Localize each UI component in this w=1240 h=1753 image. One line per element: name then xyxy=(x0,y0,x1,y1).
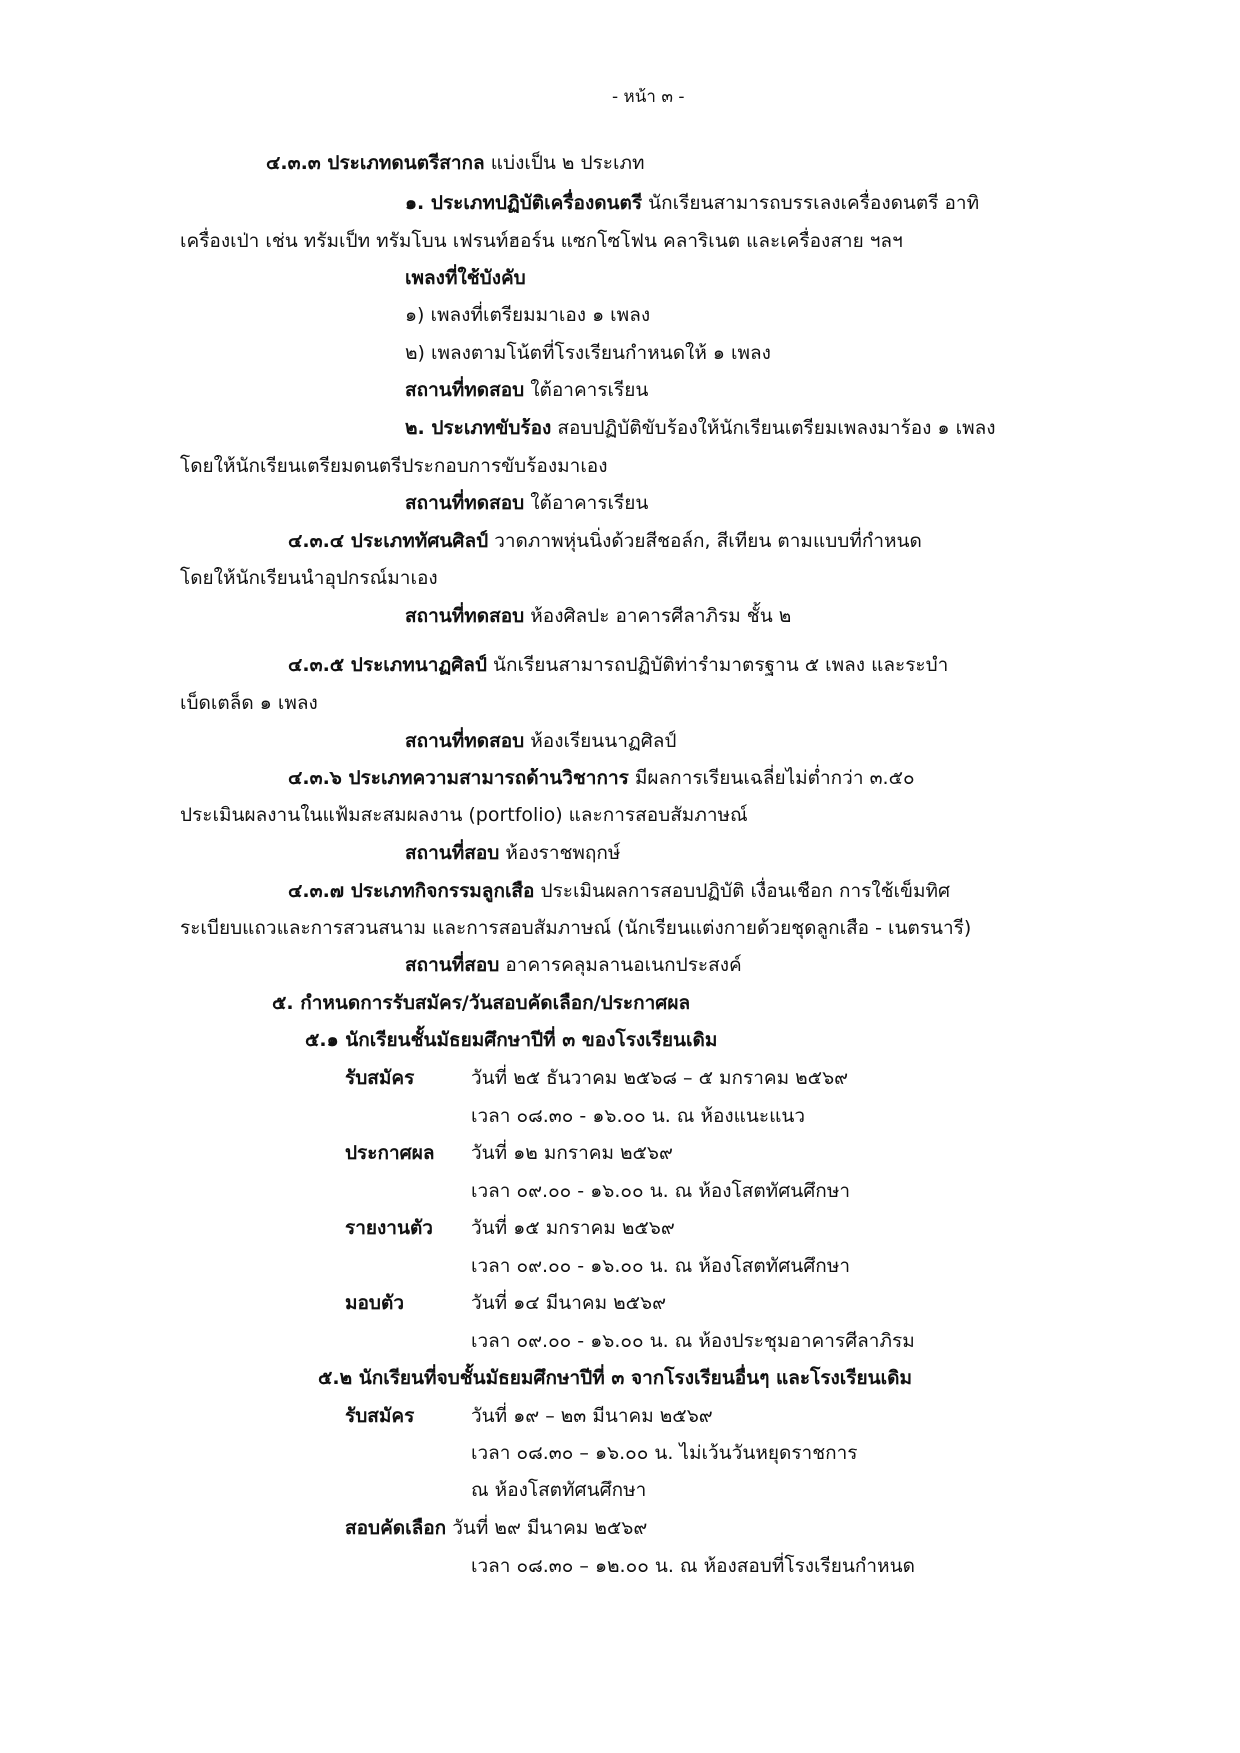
section-4-3-4-heading xyxy=(288,528,922,554)
venue-line xyxy=(405,603,791,629)
schedule-row-enroll xyxy=(345,1290,666,1316)
paragraph-continuation: เบ็ดเตล็ด ๑ เพลง xyxy=(180,692,318,714)
schedule-label: รับสมัคร xyxy=(345,1405,415,1427)
schedule-row-apply xyxy=(345,1403,713,1429)
venue-label: สถานที่สอบ xyxy=(405,954,500,976)
schedule-row-announce xyxy=(345,1140,673,1166)
schedule-time: เวลา ๐๘.๓๐ - ๑๖.๐๐ น. ณ ห้องแนะแนว xyxy=(471,1105,806,1127)
section-text: วาดภาพหุ่นนิ่งด้วยสีชอล์ก, สีเทียน ตามแบบที่กำหนด xyxy=(488,530,922,552)
paragraph-continuation: โดยให้นักเรียนเตรียมดนตรีประกอบการขับร้องมาเอง xyxy=(180,455,608,477)
venue-label: สถานที่ทดสอบ xyxy=(405,730,525,752)
song-item-2: ๒) เพลงตามโน้ตที่โรงเรียนกำหนดให้ ๑ เพลง xyxy=(405,342,771,364)
paragraph-continuation: เครื่องเป่า เช่น ทรัมเป็ท ทรัมโบน เฟรนท์ฮอร์น แซกโซโฟน คลาริเนต และเครื่องสาย ฯลฯ xyxy=(180,230,903,252)
schedule-date: วันที่ ๑๕ มกราคม ๒๕๖๙ xyxy=(471,1217,675,1239)
venue-label: สถานที่ทดสอบ xyxy=(405,379,525,401)
section-title: ๔.๓.๓ ประเภทดนตรีสากล xyxy=(266,152,485,174)
section-5-heading: ๕. กำหนดการรับสมัคร/วันสอบคัดเลือก/ประกาศผล xyxy=(272,992,691,1014)
venue-label: สถานที่สอบ xyxy=(405,842,500,864)
schedule-label: มอบตัว xyxy=(345,1292,405,1314)
section-title: ๔.๓.๗ ประเภทกิจกรรมลูกเสือ xyxy=(288,880,535,902)
section-4-3-5-heading xyxy=(288,652,948,678)
section-4-3-6-heading xyxy=(288,765,915,791)
schedule-row-exam xyxy=(345,1515,647,1541)
schedule-label: รายงานตัว xyxy=(345,1217,433,1239)
venue-line xyxy=(405,952,742,978)
paragraph-continuation: ประเมินผลงานในแฟ้มสะสมผลงาน (portfolio) และการสอบสัมภาษณ์ xyxy=(180,804,748,826)
paragraph-continuation: ระเบียบแถวและการสวนสนาม และการสอบสัมภาษณ์ (นักเรียนแต่งกายด้วยชุดลูกเสือ - เนตรนารี) xyxy=(180,917,972,939)
schedule-time: เวลา ๐๙.๐๐ - ๑๖.๐๐ น. ณ ห้องประชุมอาคารศีลาภิรม xyxy=(471,1330,915,1352)
section-text: ประเมินผลการสอบปฏิบัติ เงื่อนเชือก การใช้เข็มทิศ xyxy=(534,880,951,902)
venue-line xyxy=(405,728,676,754)
venue-value: ห้องศิลปะ อาคารศีลาภิรม ชั้น ๒ xyxy=(524,605,792,627)
venue-value: อาคารคลุมลานอเนกประสงค์ xyxy=(499,954,742,976)
section-title: ๔.๓.๖ ประเภทความสามารถด้านวิชาการ xyxy=(288,767,629,789)
section-4-3-7-heading xyxy=(288,878,950,904)
subsection-singing xyxy=(405,415,996,441)
schedule-label: สอบคัดเลือก xyxy=(345,1517,447,1539)
schedule-label: ประกาศผล xyxy=(345,1142,435,1164)
section-title: ๔.๓.๔ ประเภททัศนศิลป์ xyxy=(288,530,489,552)
songs-label: เพลงที่ใช้บังคับ xyxy=(405,267,526,289)
song-item-1: ๑) เพลงที่เตรียมมาเอง ๑ เพลง xyxy=(405,304,651,326)
subsection-text: นักเรียนสามารถบรรเลงเครื่องดนตรี อาทิ xyxy=(642,192,980,214)
section-text: แบ่งเป็น ๒ ประเภท xyxy=(484,152,645,174)
schedule-label: รับสมัคร xyxy=(345,1067,415,1089)
section-5-1-heading: ๕.๑ นักเรียนชั้นมัธยมศึกษาปีที่ ๓ ของโรงเรียนเดิม xyxy=(305,1029,718,1051)
subsection-title: ๒. ประเภทขับร้อง xyxy=(405,417,552,439)
schedule-date: วันที่ ๒๕ ธันวาคม ๒๕๖๘ – ๕ มกราคม ๒๕๖๙ xyxy=(471,1067,849,1089)
schedule-time: เวลา ๐๘.๓๐ – ๑๒.๐๐ น. ณ ห้องสอบที่โรงเรียนกำหนด xyxy=(471,1555,915,1577)
venue-value: ใต้อาคารเรียน xyxy=(524,492,649,514)
page-number: - หน้า ๓ - xyxy=(612,87,685,107)
venue-line xyxy=(405,840,620,866)
schedule-row-apply xyxy=(345,1065,848,1091)
section-text: นักเรียนสามารถปฏิบัติท่ารำมาตรฐาน ๕ เพลง และระบำ xyxy=(487,654,949,676)
venue-value: ใต้อาคารเรียน xyxy=(524,379,649,401)
schedule-row-report xyxy=(345,1215,675,1241)
venue-label: สถานที่ทดสอบ xyxy=(405,492,525,514)
schedule-place: ณ ห้องโสตทัศนศึกษา xyxy=(471,1479,647,1501)
paragraph-continuation: โดยให้นักเรียนนำอุปกรณ์มาเอง xyxy=(180,567,438,589)
schedule-time: เวลา ๐๙.๐๐ - ๑๖.๐๐ น. ณ ห้องโสตทัศนศึกษา xyxy=(471,1255,851,1277)
venue-line xyxy=(405,490,648,516)
venue-value: ห้องเรียนนาฏศิลป์ xyxy=(524,730,677,752)
section-text: มีผลการเรียนเฉลี่ยไม่ต่ำกว่า ๓.๕๐ xyxy=(628,767,915,789)
schedule-time: เวลา ๐๘.๓๐ – ๑๖.๐๐ น. ไม่เว้นวันหยุดราชการ xyxy=(471,1442,858,1464)
schedule-date: วันที่ ๒๙ มีนาคม ๒๕๖๙ xyxy=(446,1517,648,1539)
schedule-date: วันที่ ๑๙ – ๒๓ มีนาคม ๒๕๖๙ xyxy=(471,1405,713,1427)
subsection-text: สอบปฏิบัติขับร้องให้นักเรียนเตรียมเพลงมาร้อง ๑ เพลง xyxy=(551,417,996,439)
venue-line xyxy=(405,377,648,403)
schedule-date: วันที่ ๑๒ มกราคม ๒๕๖๙ xyxy=(471,1142,673,1164)
subsection-instrument xyxy=(405,190,979,216)
schedule-time: เวลา ๐๙.๐๐ - ๑๖.๐๐ น. ณ ห้องโสตทัศนศึกษา xyxy=(471,1180,851,1202)
venue-value: ห้องราชพฤกษ์ xyxy=(499,842,621,864)
section-title: ๔.๓.๕ ประเภทนาฏศิลป์ xyxy=(288,654,487,676)
subsection-title: ๑. ประเภทปฏิบัติเครื่องดนตรี xyxy=(405,192,643,214)
section-5-2-heading: ๕.๒ นักเรียนที่จบชั้นมัธยมศึกษาปีที่ ๓ จากโรงเรียนอื่นๆ และโรงเรียนเดิม xyxy=(318,1367,912,1389)
section-4-3-3-heading xyxy=(266,150,645,176)
venue-label: สถานที่ทดสอบ xyxy=(405,605,525,627)
schedule-date: วันที่ ๑๔ มีนาคม ๒๕๖๙ xyxy=(471,1292,667,1314)
